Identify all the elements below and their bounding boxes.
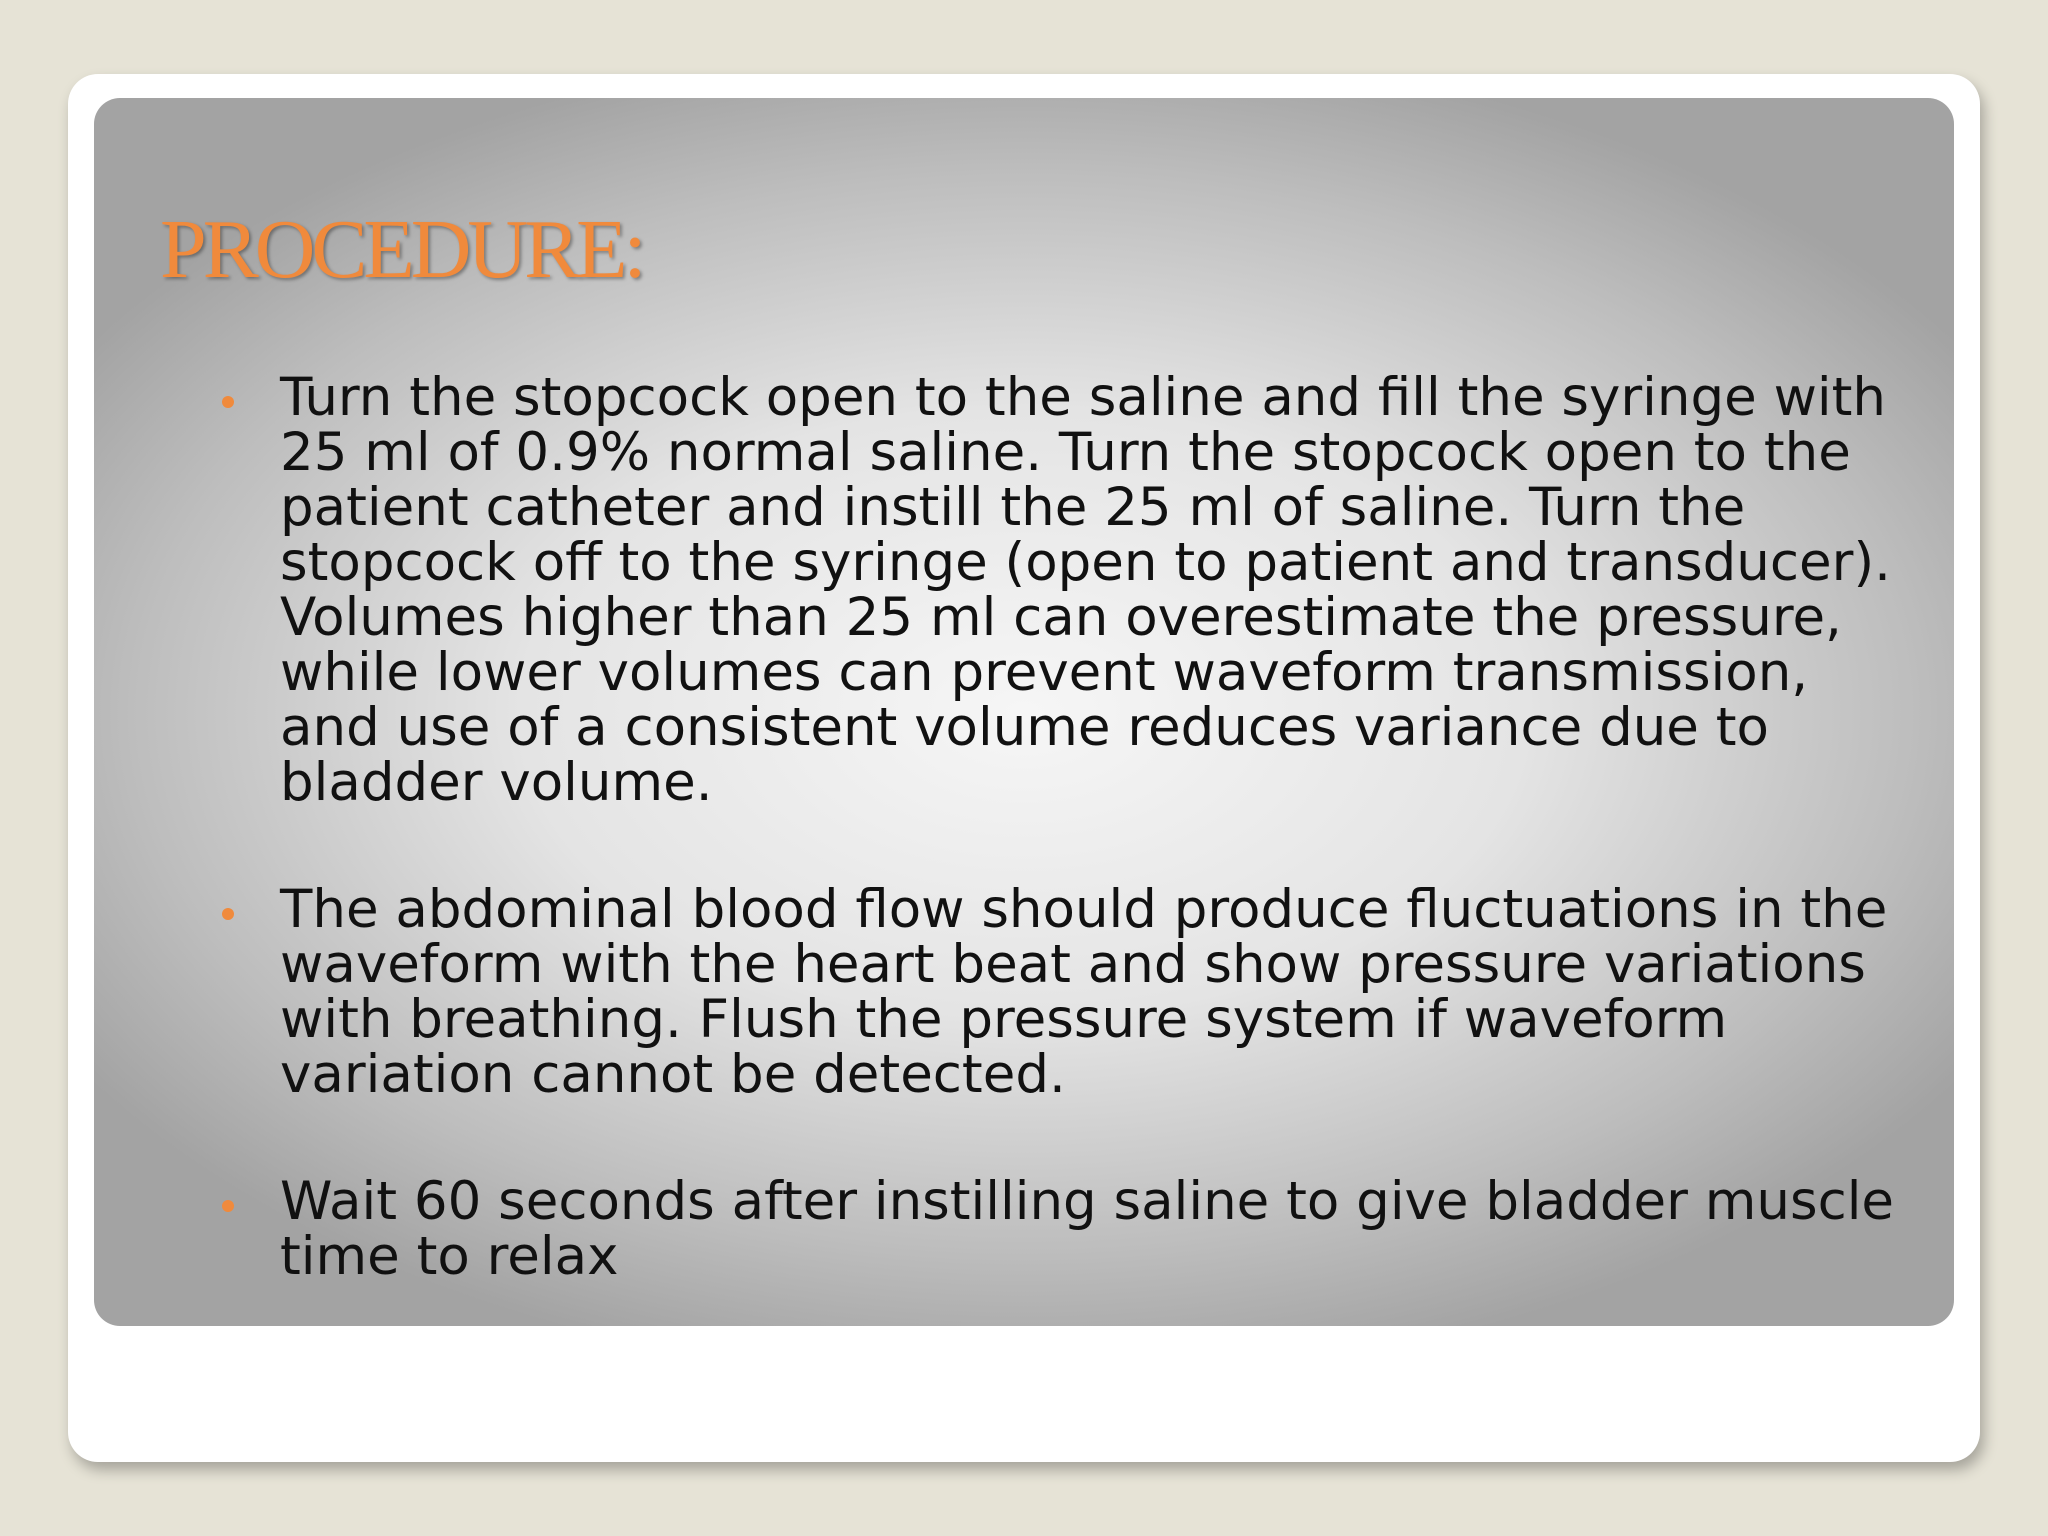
bullet-item-3 (160, 1171, 1900, 1287)
bullet-text-1: Turn the stopcock open to the saline and fill the syringe with 25 ml of 0.9% normal saline. Turn the stopcock open to the patient catheter and instill the 25 ml of saline. Turn the stopcock off to the syringe (open to patient and transducer). Volumes higher than 25 ml can overestimate the pressure, while lower volumes can prevent waveform transmission, and use of a consistent volume reduces variance due to bladder volume. (280, 367, 1891, 813)
bullet-list (160, 367, 1900, 1287)
bullet-item-2 (160, 879, 1900, 1105)
slide-title: PROCEDURE: (160, 203, 643, 296)
bullet-text-3: Wait 60 seconds after instilling saline to give bladder muscle time to relax (280, 1171, 1895, 1287)
bullet-dot-icon (222, 1200, 234, 1212)
bullet-text-2: The abdominal blood flow should produce fluctuations in the waveform with the heart beat and show pressure variations with breathing. Flush the pressure system if waveform variation cannot be detected. (280, 879, 1888, 1105)
bullet-item-1 (160, 367, 1900, 813)
bullet-dot-icon (222, 396, 234, 408)
bullet-dot-icon (222, 908, 234, 920)
slide-frame (68, 74, 1980, 1462)
content-panel (94, 98, 1954, 1326)
